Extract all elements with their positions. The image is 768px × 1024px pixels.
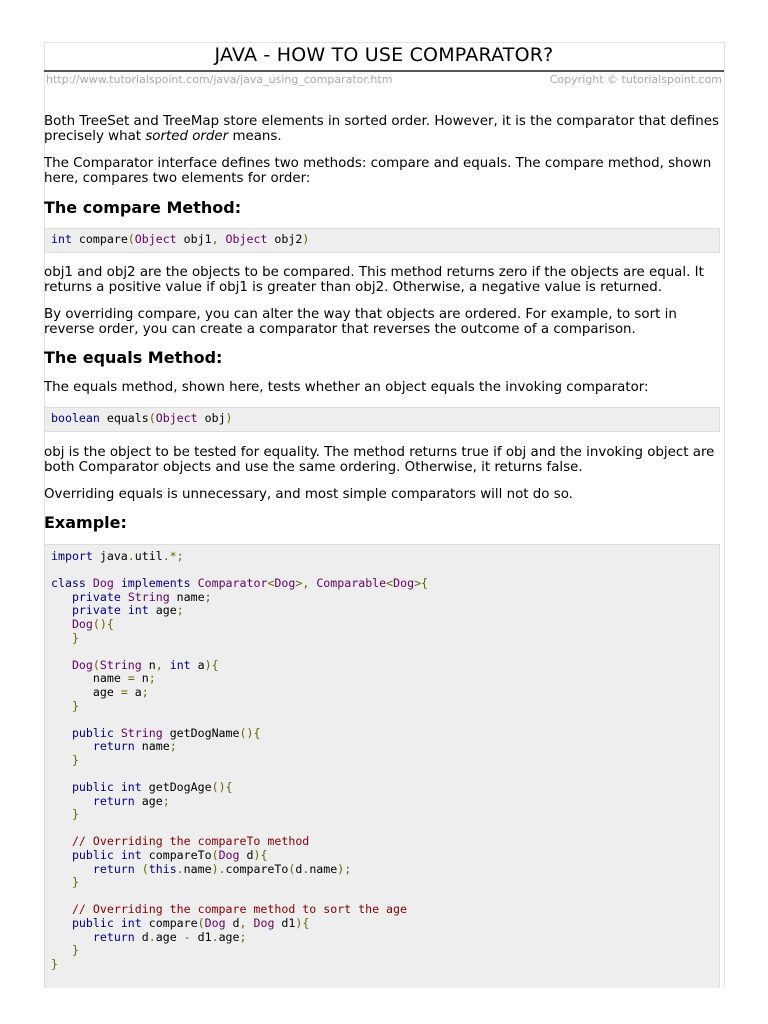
source-url: http://www.tutorialspoint.com/java/java_using_comparator.htm: [46, 73, 393, 86]
code-line: public int compare(Dog d, Dog d1){: [71, 916, 310, 931]
code-line: return name;: [92, 739, 177, 754]
code-line: [51, 713, 719, 727]
code-line: private String name;: [71, 589, 212, 604]
code-line: }: [71, 807, 79, 822]
code-line: }: [51, 956, 58, 971]
code-line: // Overriding the compareTo method: [71, 834, 310, 849]
equals-description-paragraph: obj is the object to be tested for equality. The method returns true if obj and the invoking object are both Comparator objects and use the same ordering. Otherwise, it returns false.: [44, 445, 715, 475]
code-line: boolean equals(Object obj): [51, 411, 233, 425]
code-line: int compare(Object obj1, Object obj2): [51, 232, 310, 246]
compare-description-paragraph: obj1 and obj2 are the objects to be compared. This method returns zero if the objects are equal. It returns a positive value if obj1 is greater than obj2. Otherwise, a negative value is returned.: [44, 265, 704, 295]
copyright-notice: Copyright © tutorialspoint.com: [549, 73, 722, 86]
code-line: public String getDogName(){: [71, 725, 261, 740]
code-line: Dog(){: [71, 616, 114, 631]
code-line: class Dog implements Comparator<Dog>, Comparable<Dog>{: [51, 576, 429, 591]
code-line: [51, 890, 719, 904]
override-compare-paragraph: By overriding compare, you can alter the way that objects are ordered. For example, to sort in reverse order, you can create a comparator that reverses the outcome of a comparison.: [44, 307, 677, 337]
code-line: public int compareTo(Dog d){: [71, 848, 268, 863]
code-line: name = n;: [51, 671, 156, 686]
equals-method-heading: The equals Method:: [44, 348, 223, 367]
code-line: Dog(String n, int a){: [71, 657, 219, 672]
code-line: private int age;: [71, 603, 184, 618]
code-line: // Overriding the compare method to sort the age: [71, 902, 407, 917]
compare-signature-code: [44, 228, 720, 253]
code-line: [51, 768, 719, 782]
code-line: }: [71, 943, 79, 958]
compare-method-heading: The compare Method:: [44, 198, 242, 217]
code-line: return age;: [92, 793, 170, 808]
code-line: [51, 645, 719, 659]
code-line: }: [71, 630, 79, 645]
code-line: import java.util.*;: [51, 549, 184, 563]
override-equals-paragraph: Overriding equals is unnecessary, and most simple comparators will not do so.: [44, 487, 573, 502]
equals-signature-code: [44, 407, 720, 432]
example-code-block: [44, 544, 720, 988]
intro-text-end: means.: [228, 129, 282, 144]
equals-intro-paragraph: The equals method, shown here, tests whether an object equals the invoking comparator:: [44, 380, 649, 395]
comparator-interface-paragraph: The Comparator interface defines two methods: compare and equals. The compare method, shown here, compares two elements for order:: [44, 156, 712, 186]
title-divider: [44, 70, 724, 72]
code-line: }: [71, 752, 79, 767]
intro-paragraph: [44, 114, 724, 144]
code-line: public int getDogAge(){: [71, 780, 233, 795]
code-line: age = a;: [51, 684, 149, 699]
code-line: }: [71, 698, 79, 713]
code-line: return d.age - d1.age;: [92, 929, 247, 944]
example-heading: Example:: [44, 513, 127, 532]
page-title: JAVA - HOW TO USE COMPARATOR?: [214, 44, 554, 66]
code-line: [51, 822, 719, 836]
code-line: return (this.name).compareTo(d.name);: [92, 861, 352, 876]
code-line: [51, 564, 719, 578]
intro-emphasis: sorted order: [145, 129, 229, 144]
code-line: }: [71, 875, 79, 890]
intro-text: Both TreeSet and TreeMap store elements in sorted order. However, it is the comparator that defines precisely what: [44, 114, 719, 144]
